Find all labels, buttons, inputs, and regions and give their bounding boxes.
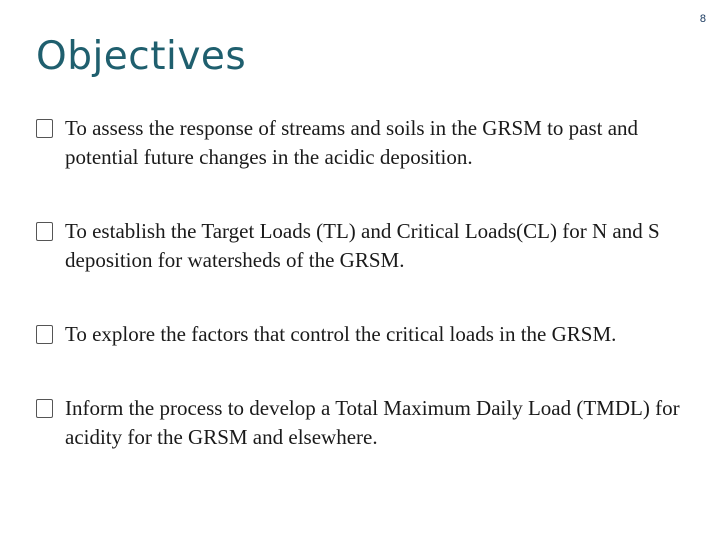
missing-glyph-box-icon <box>36 325 53 344</box>
bullet-text: To assess the response of streams and soils in the GRSM to past and potential future changes in the acidic deposition. <box>65 116 639 169</box>
list-item <box>36 320 696 349</box>
slide-title: Objectives <box>36 34 247 79</box>
objectives-list <box>36 114 696 497</box>
bullet-text: Inform the process to develop a Total Maximum Daily Load (TMDL) for acidity for the GRSM and elsewhere. <box>65 396 680 449</box>
list-item <box>36 217 696 275</box>
list-item <box>36 394 696 452</box>
page-number: 8 <box>699 13 706 25</box>
bullet-text: To explore the factors that control the critical loads in the GRSM. <box>65 322 617 346</box>
bullet-text: To establish the Target Loads (TL) and Critical Loads(CL) for N and S deposition for watersheds of the GRSM. <box>65 219 660 272</box>
missing-glyph-box-icon <box>36 222 53 241</box>
missing-glyph-box-icon <box>36 119 53 138</box>
list-item <box>36 114 696 172</box>
missing-glyph-box-icon <box>36 399 53 418</box>
